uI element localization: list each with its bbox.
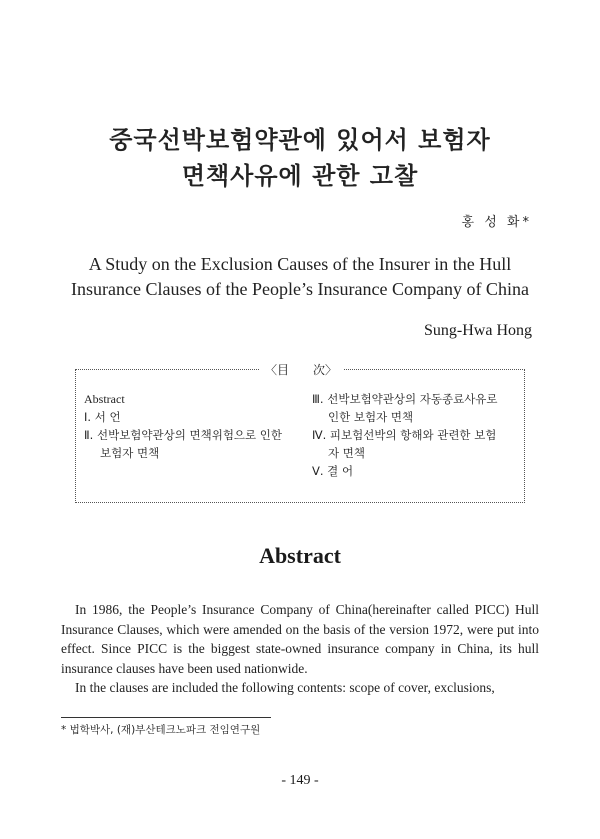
toc-item-3-cont: 인한 보험자 면책 bbox=[328, 410, 414, 424]
toc-item-4: Ⅳ. 피보험선박의 항해와 관련한 보험 bbox=[312, 428, 497, 442]
english-title-line-2: Insurance Clauses of the People’s Insurance Company of China bbox=[71, 279, 529, 299]
korean-title-line-2: 면책사유에 관한 고찰 bbox=[181, 162, 419, 190]
toc-item-5: Ⅴ. 결 어 bbox=[312, 464, 354, 478]
table-of-contents bbox=[75, 363, 525, 503]
footnote-divider bbox=[61, 717, 271, 718]
footnote: * 법학박사, (재)부산테크노파크 전임연구원 bbox=[61, 724, 261, 736]
toc-header bbox=[76, 361, 526, 378]
toc-item-4-cont: 자 면책 bbox=[328, 446, 365, 460]
page-number: - 149 - bbox=[281, 773, 319, 788]
toc-left-column bbox=[84, 390, 299, 462]
toc-right-column bbox=[312, 390, 522, 480]
korean-title-line-1: 중국선박보험약관에 있어서 보험자 bbox=[109, 126, 491, 154]
toc-header-label: 〈目 次〉 bbox=[259, 363, 343, 377]
toc-item-1: Ⅰ. 서 언 bbox=[84, 410, 121, 424]
toc-item-2: Ⅱ. 선박보험약관상의 면책위험으로 인한 bbox=[84, 428, 283, 442]
abstract-paragraph-2: In the clauses are included the following contents: scope of cover, exclusions, bbox=[75, 680, 495, 695]
korean-author: 홍 성 화* bbox=[461, 215, 532, 230]
abstract-body bbox=[61, 600, 539, 698]
abstract-paragraph-1: In 1986, the People’s Insurance Company of China(hereinafter called PICC) Hull Insurance Clauses, which were amended on the basis of the version 1972, were put into effect. Since PICC is the biggest state-owned insurance company in China, its hull insurance clauses have been used nationwide. bbox=[61, 602, 539, 676]
toc-item-abstract: Abstract bbox=[84, 392, 125, 406]
toc-item-3: Ⅲ. 선박보험약관상의 자동종료사유로 bbox=[312, 392, 498, 406]
toc-item-2-cont: 보험자 면책 bbox=[100, 446, 160, 460]
english-author: Sung-Hwa Hong bbox=[424, 322, 532, 339]
abstract-heading: Abstract bbox=[259, 543, 341, 568]
english-title-line-1: A Study on the Exclusion Causes of the Insurer in the Hull bbox=[88, 254, 512, 274]
